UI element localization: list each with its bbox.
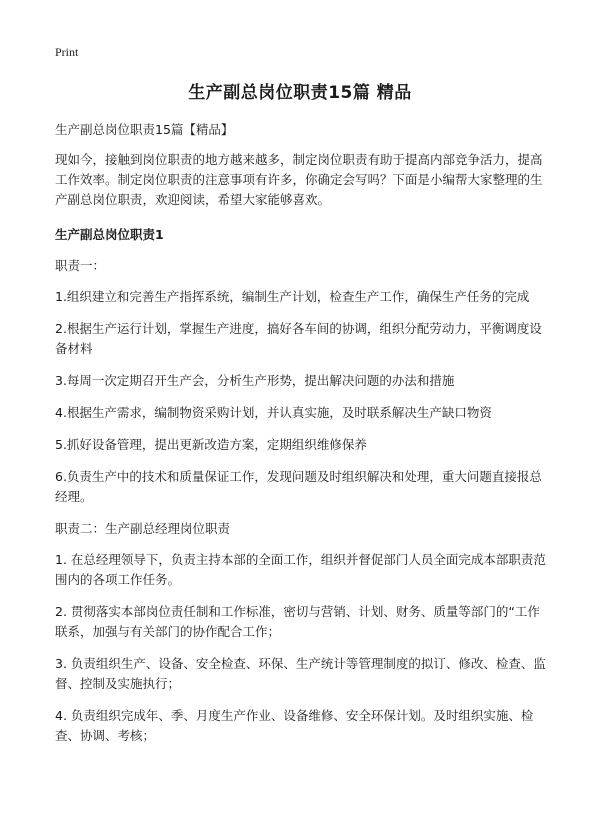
list-item: 3.每周一次定期召开生产会，分析生产形势，提出解决问题的办法和措施	[55, 373, 455, 388]
list-item: 6.负责生产中的技术和质量保证工作，发现问题及时组织解决和处理，重大问题直接报总经理。	[55, 469, 542, 504]
duty-heading: 职责一：	[55, 258, 106, 273]
section-heading: 生产副总岗位职责1	[55, 227, 164, 242]
list-item: 1. 在总经理领导下，负责主持本部的全面工作，组织并督促部门人员全面完成本部职责范围内的各项工作任务。	[55, 552, 546, 587]
document-body	[55, 120, 547, 758]
list-item: 4.根据生产需求，编制物资采购计划，并认真实施，及时联系解决生产缺口物资	[55, 405, 492, 420]
list-item: 2.根据生产运行计划，掌握生产进度，搞好各车间的协调，组织分配劳动力，平衡调度设备材料	[55, 321, 542, 356]
list-item: 1.组织建立和完善生产指挥系统，编制生产计划，检查生产工作，确保生产任务的完成	[55, 289, 530, 304]
duty-heading: 职责二：生产副总经理岗位职责	[55, 521, 231, 536]
list-item: 2. 贯彻落实本部岗位责任制和工作标准，密切与营销、计划、财务、质量等部门的“工作联系，加强与有关部门的协作配合工作；	[55, 604, 540, 639]
list-item: 4. 负责组织完成年、季、月度生产作业、设备维修、安全环保计划。及时组织实施、检查、协调、考核；	[55, 708, 534, 743]
intro-paragraph: 现如今，接触到岗位职责的地方越来越多，制定岗位职责有助于提高内部竞争活力，提高工作效率。制定岗位职责的注意事项有许多，你确定会写吗？下面是小编帮大家整理的生产副总岗位职责，欢迎阅读，希望大家能够喜欢。	[55, 152, 543, 207]
page-title: 生产副总岗位职责15篇 精品	[188, 83, 412, 103]
document-subtitle: 生产副总岗位职责15篇【精品】	[55, 122, 234, 137]
list-item: 3. 负责组织生产、设备、安全检查、环保、生产统计等管理制度的拟订、修改、检查、监督、控制及实施执行；	[55, 656, 546, 691]
list-item: 5.抓好设备管理，提出更新改造方案，定期组织维修保养	[55, 437, 367, 452]
print-link[interactable]: Print	[55, 45, 79, 59]
